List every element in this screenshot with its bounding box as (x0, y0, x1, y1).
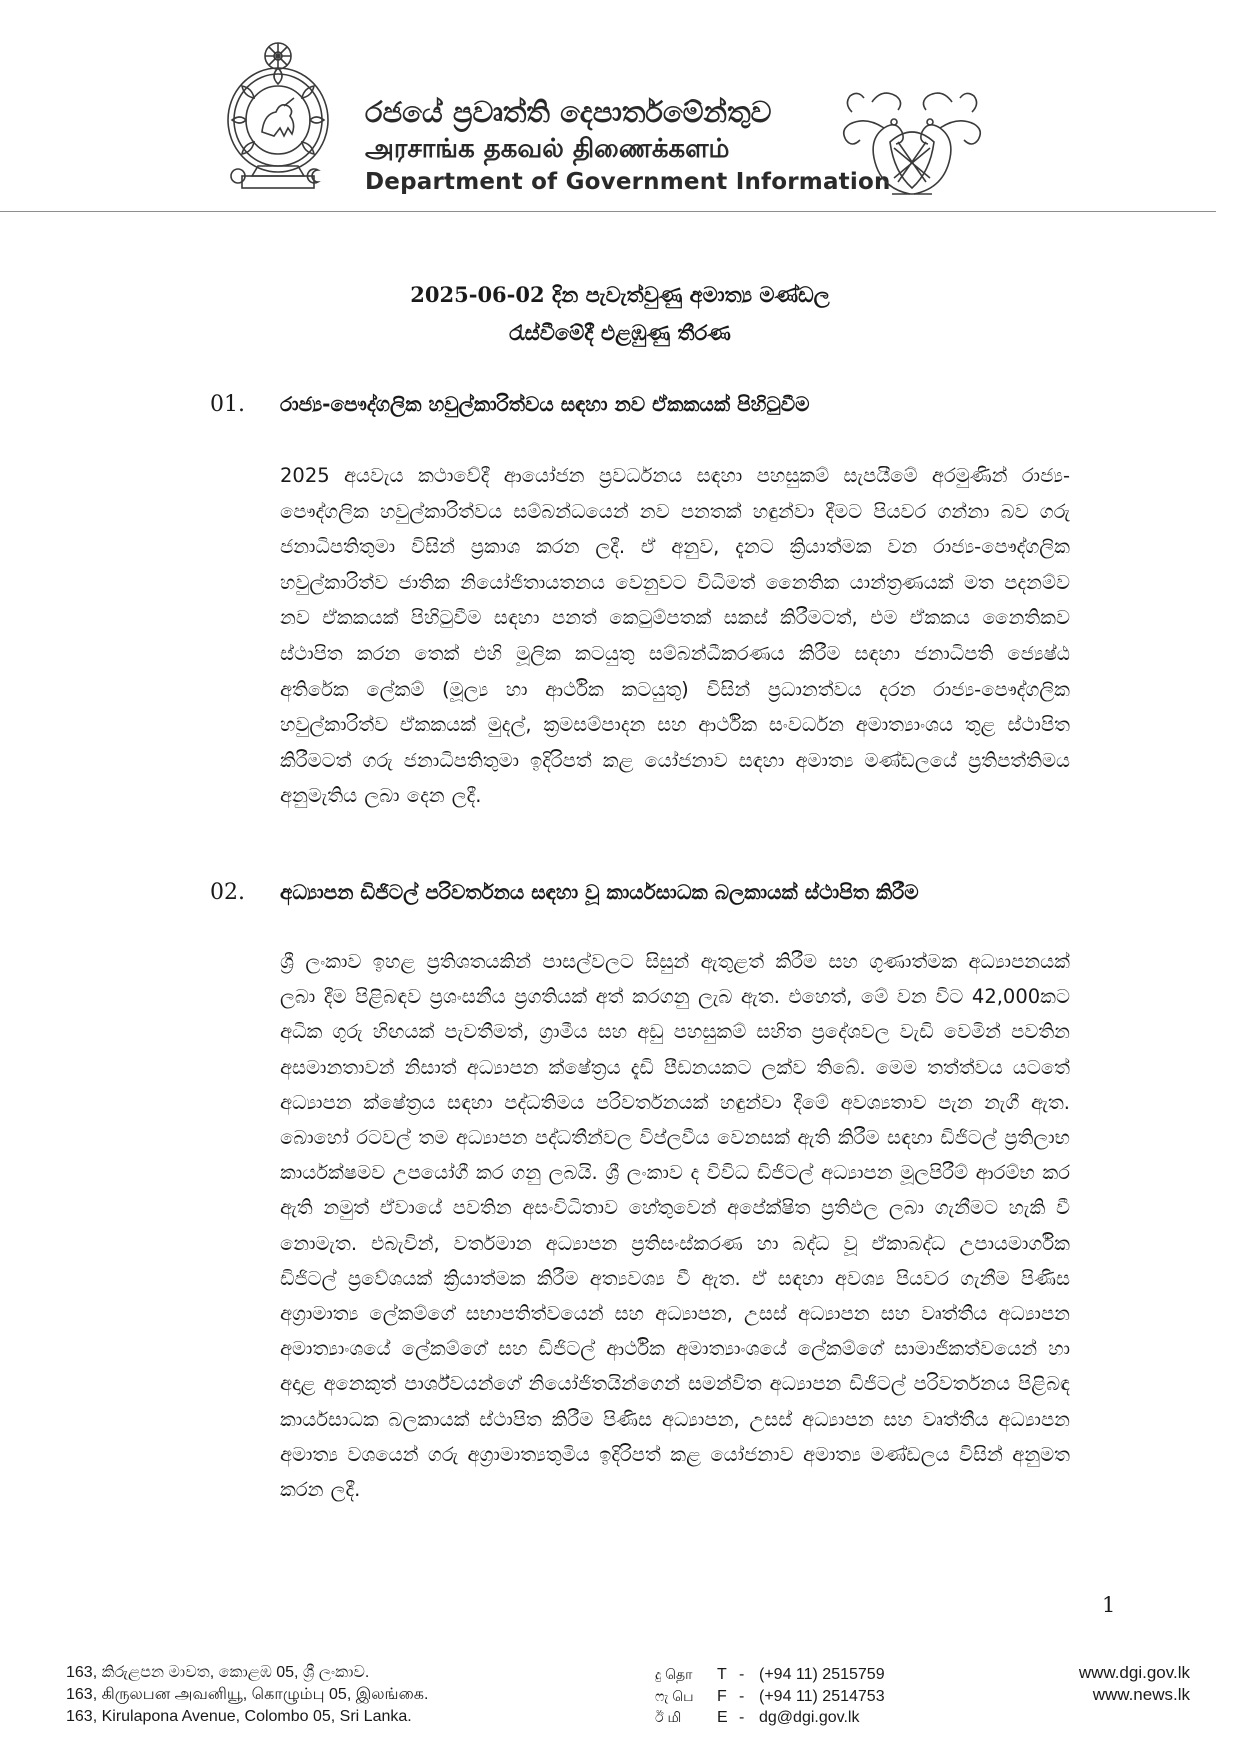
department-names (365, 92, 891, 198)
website-link[interactable]: www.news.lk (1092, 1685, 1190, 1704)
decision-number: 01. (210, 392, 245, 417)
contact-separator: - (739, 1687, 745, 1705)
contact-email (655, 1707, 935, 1729)
department-name-tamil: அரசாங்க தகவல் திணைக்களம் (365, 134, 730, 164)
decision-number: 02. (210, 880, 245, 905)
decision-heading (210, 392, 810, 417)
contact-fax (655, 1686, 935, 1708)
title-line-2: රැස්වීමේදී එළඹුණු තීරණ (509, 320, 731, 345)
decision-body: 2025 අයවැය කථාවේදී ආයෝජන ප්‍රවර්ධනය සඳහා පහසුකම් සැපයීමේ අරමුණින් රාජ්‍ය-පෞද්ගලික හවුල්කාරිත්වය සම්බන්ධයෙන් නව පනතක් හඳුන්වා දීමට පියවර ගන්නා බව ගරු ජනාධිපතිතුමා විසින් ප්‍රකාශ කරන ලදී. ඒ අනුව, දැනට ක්‍රියාත්මක වන රාජ්‍ය-පෞද්ගලික හවුල්කාරිත්ව ජාතික නියෝජිතායතනය වෙනුවට විධිමත් නෛතික යාන්ත්‍රණයක් මත පදනම්ව නව ඒකකයක් පිහිටුවීම සඳහා පනත් කෙටුම්පතක් සකස් කිරීමටත්, එම ඒකකය නෛතිකව ස්ථාපිත කරන තෙක් එහි මූලික කටයුතු සම්බන්ධීකරණය කිරීම සඳහා ජනාධිපති ජ්‍යෙෂ්ඨ අතිරේක ලේකම් (මූල්‍ය හා ආර්ථික කටයුතු) විසින් ප්‍රධානත්වය දරන රාජ්‍ය-පෞද්ගලික හවුල්කාරිත්ව ඒකකයක් මුදල්, ක්‍රමසම්පාදන සහ ආර්ථික සංවර්ධන අමාත්‍යාංශය තුළ ස්ථාපිත කිරීමටත් ගරු ජනාධිපතිතුමා ඉදිරිපත් කළ යෝජනාව සඳහා අමාත්‍ය මණ්ඩලයේ ප්‍රතිපත්තිමය අනුමැතිය ලබා දෙන ලදී. (280, 464, 1070, 808)
decision-body: ශ්‍රී ලංකාව ඉහළ ප්‍රතිශතයකින් පාසල්වලට සිසුන් ඇතුළත් කිරීම සහ ගුණාත්මක අධ්‍යාපනයක් ලබා දීම පිළිබඳව ප්‍රශංසනීය ප්‍රගතියක් අත් කරගනු ලැබ ඇත. එහෙත්, මේ වන විට 42,000කට අධික ගුරු හිඟයක් පැවතීමත්, ග්‍රාමීය සහ අඩු පහසුකම් සහිත ප්‍රදේශවල වැඩි වෙමින් පවතින අසමානතාවන් නිසාත් අධ්‍යාපන ක්ෂේත්‍රය දැඩි පීඩනයකට ලක්ව තිබේ. මෙම තත්ත්වය යටතේ අධ්‍යාපන ක්ෂේත්‍රය සඳහා පද්ධතිමය පරිවර්තනයක් හඳුන්වා දීමේ අවශ්‍යතාව පැන නැගී ඇත. බොහෝ රටවල් තම අධ්‍යාපන පද්ධතීන්වල විප්ලවීය වෙනසක් ඇති කිරීම සඳහා ඩිජිටල් ප්‍රතිලාභ කාර්යක්ෂමව උපයෝගී කර ගනු ලබයි. ශ්‍රී ලංකාව ද විවිධ ඩිජිටල් අධ්‍යාපන මූලපිරීම් ආරම්භ කර ඇති නමුත් ඒවායේ පවතින අසංවිධිතාව හේතුවෙන් අපේක්ෂිත ප්‍රතිඵල ලබා ගැනීමට හැකි වී නොමැත. එබැවින්, වර්තමාන අධ්‍යාපන ප්‍රතිසංස්කරණ හා බද්ධ වූ ඒකාබද්ධ උපායමාර්ගික ඩිජිටල් ප්‍රවේශයක් ක්‍රියාත්මක කිරීම අත්‍යවශ්‍ය වී ඇත. ඒ සඳහා අවශ්‍ය පියවර ගැනීම පිණිස අග්‍රාමාත්‍ය ලේකම්ගේ සභාපතිත්වයෙන් සහ අධ්‍යාපන, උසස් අධ්‍යාපන සහ වෘත්තීය අධ්‍යාපන අමාත්‍යාංශයේ ලේකම්ගේ සහ ඩිජිටල් ආර්ථික අමාත්‍යාංශයේ ලේකම්ගේ සාමාජිකත්වයෙන් හා අදාළ අනෙකුත් පාර්ශ්වයන්ගේ නියෝජිතයින්ගෙන් සමන්විත අධ්‍යාපන ඩිජිටල් පරිවර්තනය පිළිබඳ කාර්යසාධක බලකායක් ස්ථාපිත කිරීම පිණිස අධ්‍යාපන, උසස් අධ්‍යාපන සහ වෘත්තීය අධ්‍යාපන අමාත්‍ය වශයෙන් ගරු අග්‍රාමාත්‍යතුමිය ඉදිරිපත් කළ යෝජනාව අමාත්‍ය මණ්ඩලය විසින් අනුමත කරන ලදී. (280, 950, 1070, 1502)
contact-value: (+94 11) 2515759 (759, 1666, 885, 1683)
title-line-1: 2025-06-02 දින පැවැත්වුණු අමාත්‍ය මණ්ඩල (410, 282, 830, 307)
footer-contacts (655, 1664, 935, 1729)
header-divider (0, 211, 1216, 212)
contact-key: E (717, 1709, 728, 1726)
contact-separator: - (739, 1666, 745, 1683)
footer-websites (1050, 1662, 1190, 1706)
contact-value: (+94 11) 2514753 (759, 1687, 885, 1705)
letterhead (0, 0, 1240, 215)
address-sinhala: 163, කිරුළපන මාවත, කොළඹ 05, ශ්‍රී ලංකාව. (66, 1664, 370, 1681)
contact-prefix: ඊ மி (655, 1709, 682, 1725)
decision-title: අධ්‍යාපන ඩිජිටල් පරිවර්තනය සඳහා වූ කාර්යසාධක බලකායක් ස්ථාපිත කිරීම (280, 880, 919, 904)
contact-prefix: ෆැ பெ (655, 1687, 694, 1704)
document-title (300, 276, 940, 352)
swan-ornament-icon (832, 82, 992, 200)
contact-prefix: දු தொ (655, 1666, 693, 1682)
contact-key: T (717, 1666, 727, 1683)
contact-value[interactable]: dg@dgi.gov.lk (759, 1709, 860, 1726)
department-name-sinhala: රජයේ ප්‍රවෘත්ති දෙපාර්තමේන්තුව (365, 95, 772, 129)
page-number: 1 (1102, 1593, 1116, 1617)
website-link[interactable]: www.dgi.gov.lk (1078, 1663, 1190, 1682)
footer-address (66, 1662, 526, 1728)
decision-title: රාජ්‍ය-පෞද්ගලික හවුල්කාරිත්වය සඳහා නව ඒකකයක් පිහිටුවීම (280, 392, 810, 416)
decision-heading (210, 880, 919, 905)
contact-separator: - (739, 1709, 745, 1726)
national-emblem-icon (222, 36, 334, 194)
address-tamil: 163, கிருலபன அவனியூ, கொழும்பு 05, இலங்கை. (66, 1686, 429, 1703)
contact-telephone (655, 1664, 935, 1686)
department-name-english: Department of Government Information (365, 169, 891, 195)
address-english: 163, Kirulapona Avenue, Colombo 05, Sri Lanka. (66, 1708, 412, 1725)
contact-key: F (717, 1687, 727, 1705)
